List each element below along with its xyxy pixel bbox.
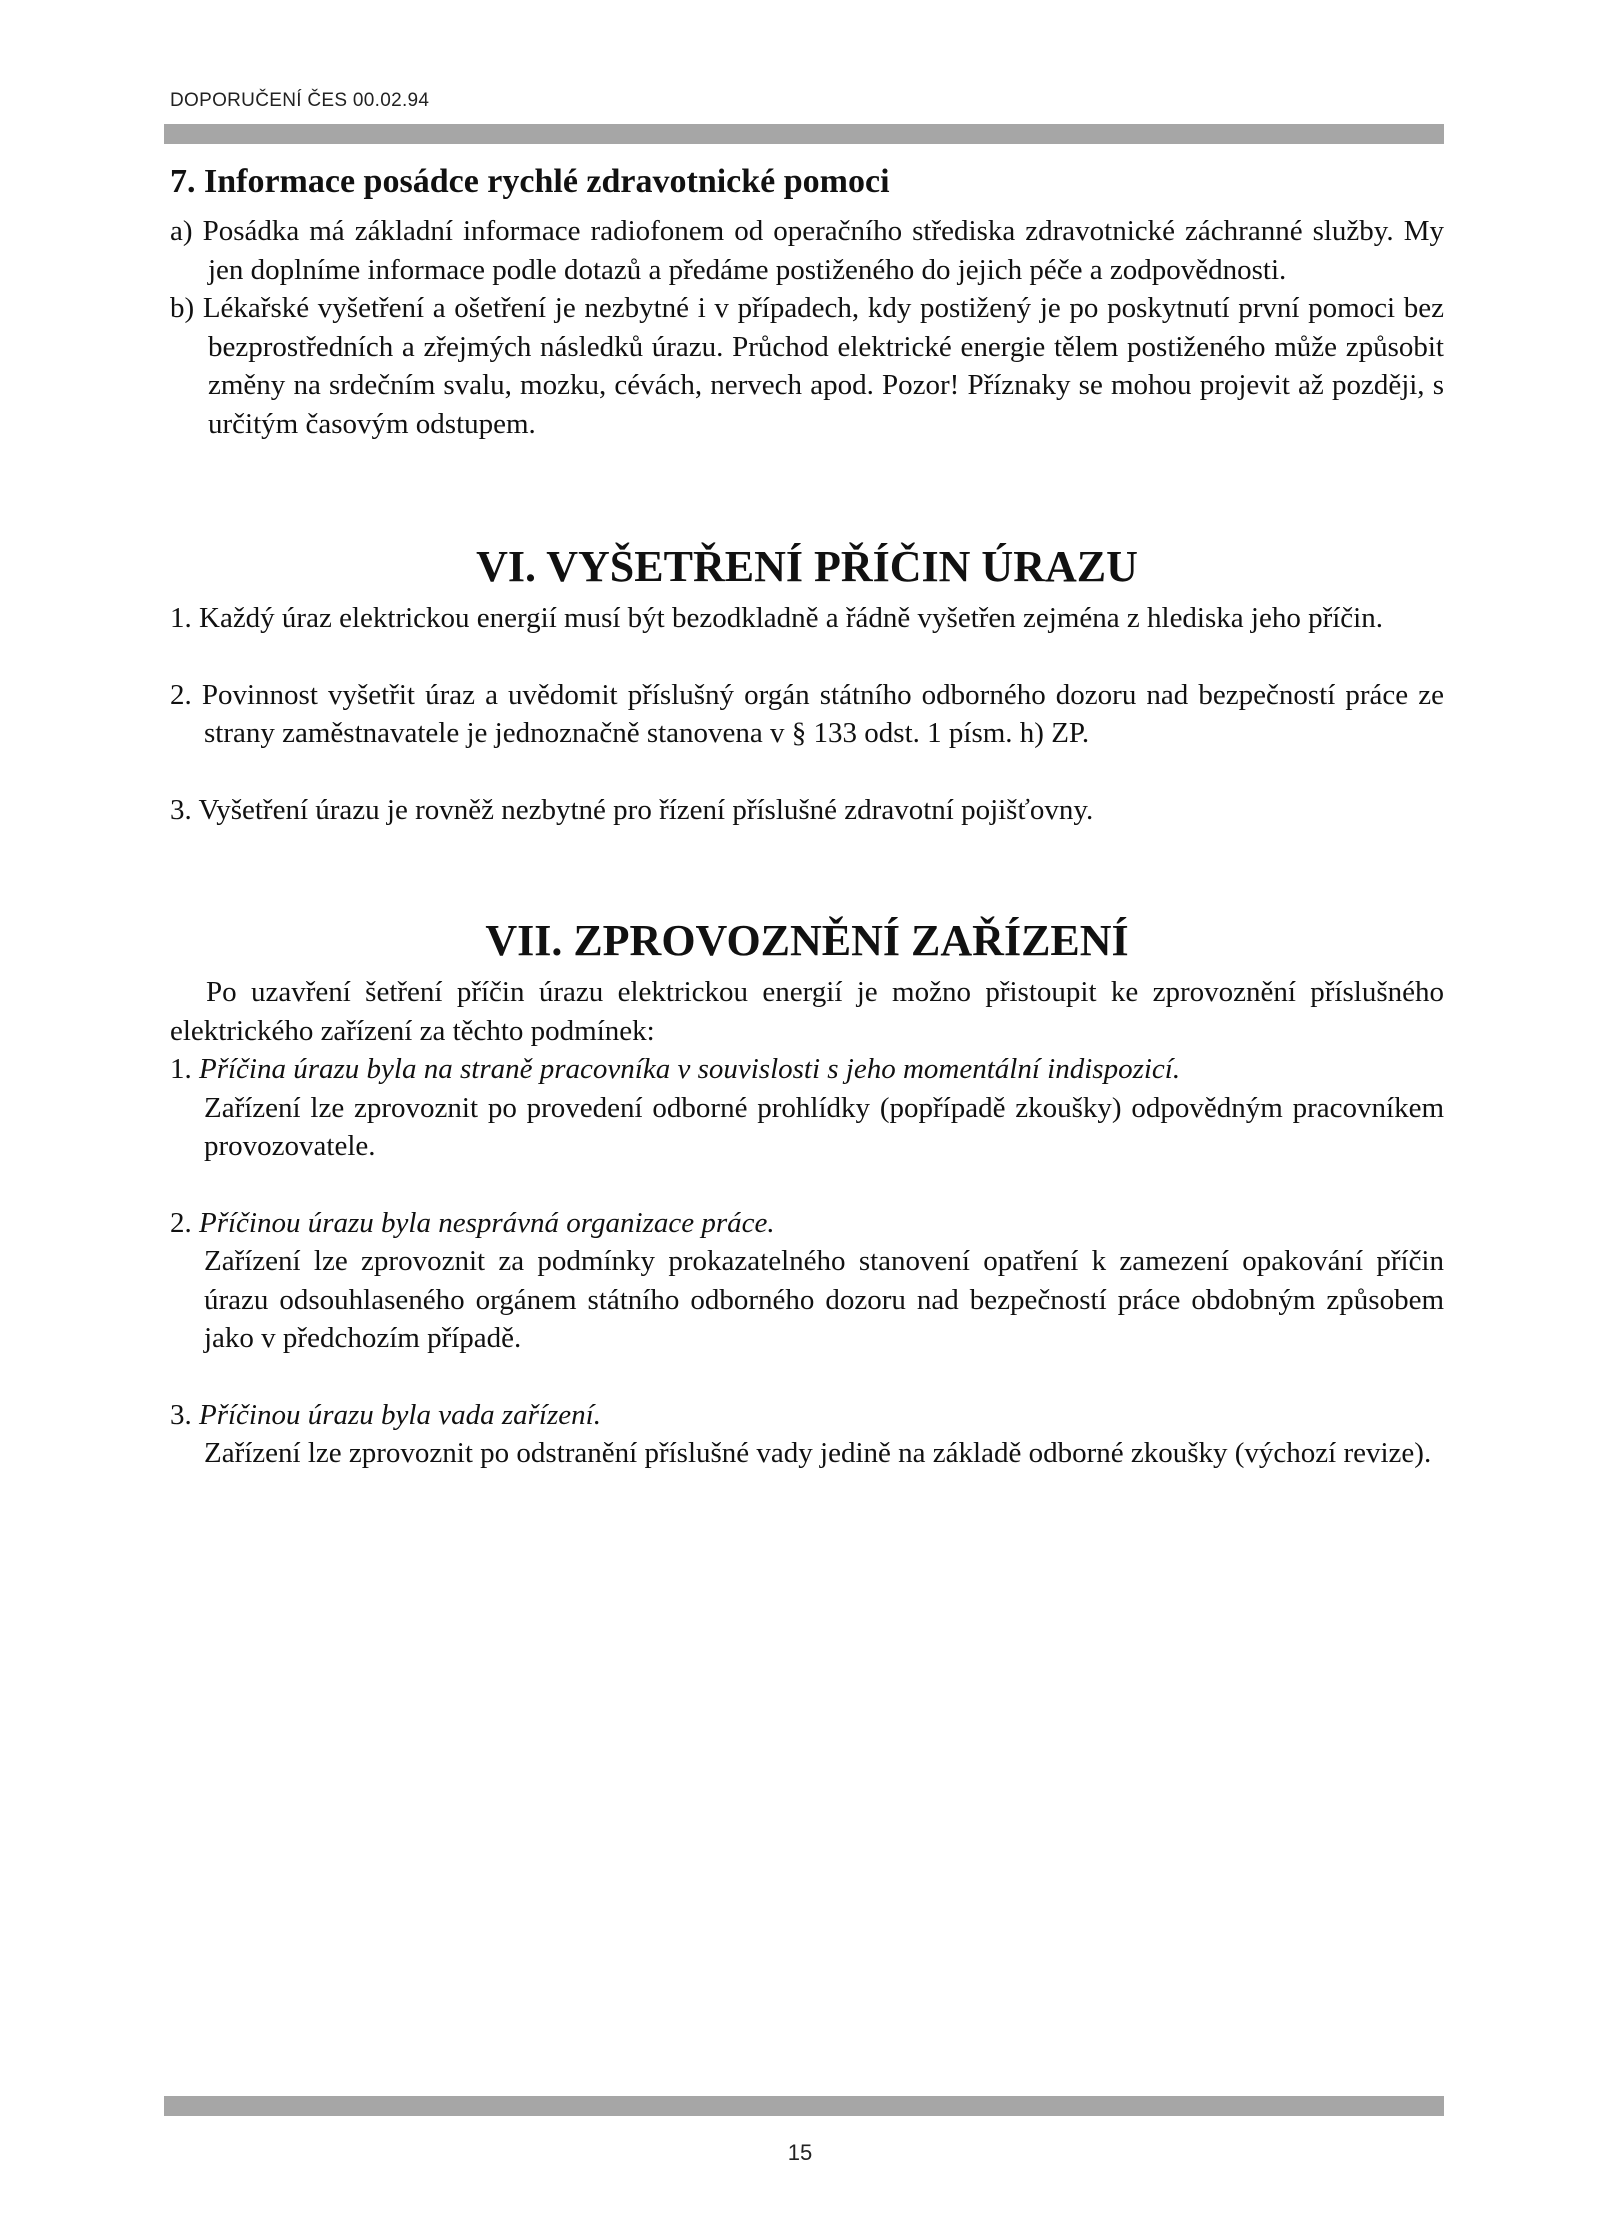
- item-marker: 2.: [170, 678, 192, 711]
- chapter-7-item-3-cause: [170, 1396, 1444, 1435]
- page-number: 15: [787, 2140, 813, 2165]
- chapter-6-title: VI. VYŠETŘENÍ PŘÍČIN ÚRAZU: [476, 542, 1138, 591]
- item-text: Každý úraz elektrickou energií musí být bezodkladně a řádně vyšetřen zejména z hlediska jeho příčin.: [199, 602, 1383, 634]
- chapter-7-title: VII. ZPROVOZNĚNÍ ZAŘÍZENÍ: [485, 916, 1129, 965]
- item-cause: Příčinou úrazu byla vada zařízení.: [199, 1398, 601, 1431]
- item-cause: Příčina úrazu byla na straně pracovníka v souvislosti s jeho momentální indispozicí.: [199, 1053, 1181, 1085]
- item-cause: Příčinou úrazu byla nesprávná organizace práce.: [199, 1206, 775, 1239]
- item-marker: 1.: [170, 1053, 192, 1085]
- section-7-item-a: [170, 212, 1444, 289]
- chapter-6-item-1: [170, 599, 1444, 638]
- header-rule: [164, 124, 1444, 144]
- item-marker: 1.: [170, 602, 192, 634]
- section-7-item-b: [170, 289, 1444, 443]
- item-marker: 2.: [170, 1206, 192, 1239]
- document-header: DOPORUČENÍ ČES 00.02.94: [170, 90, 430, 111]
- page-content: [170, 158, 1444, 1473]
- chapter-7-item-2-cause: [170, 1204, 1444, 1243]
- chapter-7-intro: Po uzavření šetření příčin úrazu elektrickou energií je možno přistoupit ke zprovoznění příslušného elektrického zařízení za těchto podmínek:: [170, 976, 1444, 1047]
- item-text: Posádka má základní informace radiofonem od operačního střediska zdravotnické záchranné služby. My jen doplníme informace podle dotazů a předáme postiženého do jejich péče a zodpovědnosti.: [202, 215, 1444, 286]
- chapter-6-item-2: [170, 676, 1444, 753]
- chapter-7-item-2-text: Zařízení lze zprovoznit za podmínky prokazatelného stanovení opatření k zamezení opakování příčin úrazu odsouhlaseného orgánem státního odborného dozoru nad bezpečností práce obdobným způsobem jako v předchozím případě.: [204, 1245, 1444, 1354]
- item-marker: b): [170, 292, 195, 324]
- item-marker: a): [170, 215, 193, 247]
- chapter-7-item-3-text: Zařízení lze zprovoznit po odstranění příslušné vady jedině na základě odborné zkoušky (výchozí revize).: [204, 1437, 1432, 1469]
- section-7-title: 7. Informace posádce rychlé zdravotnické pomoci: [170, 163, 890, 200]
- chapter-7-item-1-text: Zařízení lze zprovoznit po provedení odborné prohlídky (popřípadě zkoušky) odpovědným pracovníkem provozovatele.: [204, 1091, 1444, 1162]
- chapter-6-item-3: [170, 791, 1444, 830]
- item-text: Povinnost vyšetřit úraz a uvědomit příslušný orgán státního odborného dozoru nad bezpečností práce ze strany zaměstnavatele je jednoznačně stanovena v § 133 odst. 1 písm. h) ZP.: [201, 678, 1445, 749]
- item-marker: 3.: [170, 793, 192, 826]
- item-marker: 3.: [170, 1398, 192, 1431]
- footer-rule: [164, 2096, 1444, 2116]
- item-text: Lékařské vyšetření a ošetření je nezbytné i v případech, kdy postižený je po poskytnutí první pomoci bez bezprostředních a zřejmých následků úrazu. Průchod elektrické energie tělem postiženého může způsobit změny na srdečním svalu, mozku, cévách, nervech apod. Pozor! Příznaky se mohou projevit až později, s určitým časovým odstupem.: [202, 292, 1445, 440]
- item-text: Vyšetření úrazu je rovněž nezbytné pro řízení příslušné zdravotní pojišťovny.: [198, 793, 1094, 826]
- chapter-7-item-1-cause: [170, 1050, 1444, 1089]
